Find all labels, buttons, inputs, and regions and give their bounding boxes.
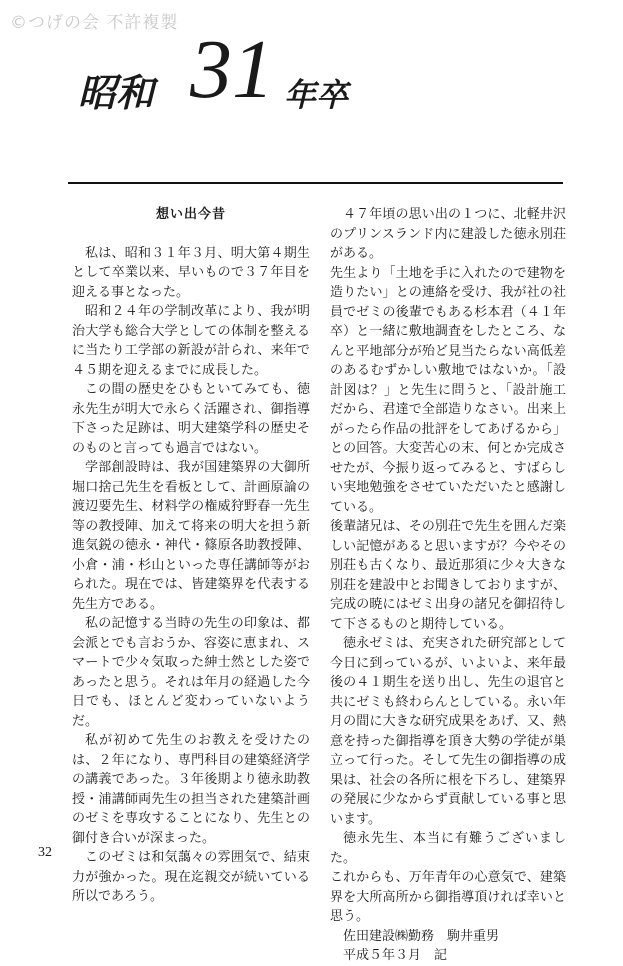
article-heading: 想い出今昔	[155, 207, 226, 222]
author-signature: 佐田建設㈱勤務 駒井重男	[343, 928, 500, 944]
paragraph: 昭和２４年の学制改革により、我が明治大学も総合大学としての体制を整えるに当たり工学部の新設が計られ、来年で４５期を迎えるまでに成長した。	[72, 304, 310, 378]
paragraph: ４７年頃の思い出の１つに、北軽井沢のプリンスランド内に建設した徳永別荘がある。	[330, 207, 566, 261]
paragraph: 後輩諸兄は、その別荘で先生を囲んだ楽しい記憶があると思いますが？今やその別荘も古くなり、最近那須に少々大きな別荘を建設中とお聞きしておりますが、完成の暁にはゼミ出身の諸兄を御招待して下さるものと期待している。	[330, 519, 566, 632]
copyright-watermark: ©つげの会 不許複製	[10, 13, 179, 33]
paragraph: 私の記憶する当時の先生の印象は、都会派とでも言おうか、容姿に恵まれ、スマートで少々気取った紳士然とした姿であったと思う。それは年月の経過した今日でも、ほとんど変わっていないようだ。	[72, 616, 310, 729]
page-number: 32	[38, 845, 52, 860]
title-era: 昭和	[78, 71, 155, 115]
title-suffix: 年卒	[284, 76, 349, 114]
paragraph: 学部創設時は、我が国建築界の大御所堀口捨己先生を看板として、計画原論の渡辺要先生、材料学の権威狩野春一先生等の教授陣、加えて将来の明大を担う新進気鋭の徳永・神代・篠原各助教授陣、小倉・浦・杉山といった専任講師等がおられた。現在では、皆建築界を代表する先生方である。	[72, 460, 310, 612]
paragraph: 私は、昭和３１年３月、明大第４期生として卒業以来、早いもので３７年目を迎える事となった。	[72, 245, 310, 300]
paragraph: 徳永ゼミは、充実された研究部として今日に到っているが、いよいよ、来年最後の４１期生を送り出し、先生の退官と共にゼミも終わらんとしている。永い年月の間に大きな研究成果をあげ、又、熱意を持った御指導を頂き大勢の学徒が巣立って行った。そして先生の御指導の成果は、社会の各所に根を下ろし、建築界の発展に少なからず貢献している事と思います。	[330, 636, 566, 827]
paragraph: 徳永先生、本当に有難うございました。	[330, 831, 566, 866]
paragraph: これからも、万年青年の心意気で、建築界を大所高所から御指導頂ければ幸いと思う。	[330, 870, 566, 924]
paragraph: この間の歴史をひもといてみても、徳永先生が明大で永らく活躍され、御指導下さった足跡は、明大建築学科の歴史そのものと言っても過言ではない。	[72, 382, 310, 456]
paragraph: このゼミは和気藹々の雰囲気で、結束力が強かった。現在迄親交が続いている所以であろう。	[72, 850, 310, 904]
title-divider	[68, 182, 563, 184]
paragraph: 私が初めて先生のお教えを受けたのは、２年になり、専門科目の建築経済学の講義であった。３年後期より徳永助教授・浦講師両先生の担当された建築計画のゼミを専攻することになり、先生との御付き合いが深まった。	[72, 733, 310, 846]
title-year-number: 31	[190, 23, 274, 116]
paragraph: 先生より「土地を手に入れたので建物を造りたい」との連絡を受け、我が社の社員でゼミの後輩でもある杉本君（４１年卒）と一緒に敷地調査をしたところ、なんと平地部分が殆ど見当たらない高低差のあるむずかしい敷地ではないか。「設計図は？」と先生に問うと、「設計施工だから、君達で全部造りなさい。出来上がったら作品の批評をしてあげるから」との回答。大変苦心の末、何とか完成させたが、今振り返ってみると、すばらしい実地勉強をさせていただいたと感謝している。	[330, 265, 566, 515]
article-date: 平成５年３月 記	[343, 948, 448, 963]
article-left-column	[72, 205, 310, 907]
article-right-column	[330, 205, 566, 966]
